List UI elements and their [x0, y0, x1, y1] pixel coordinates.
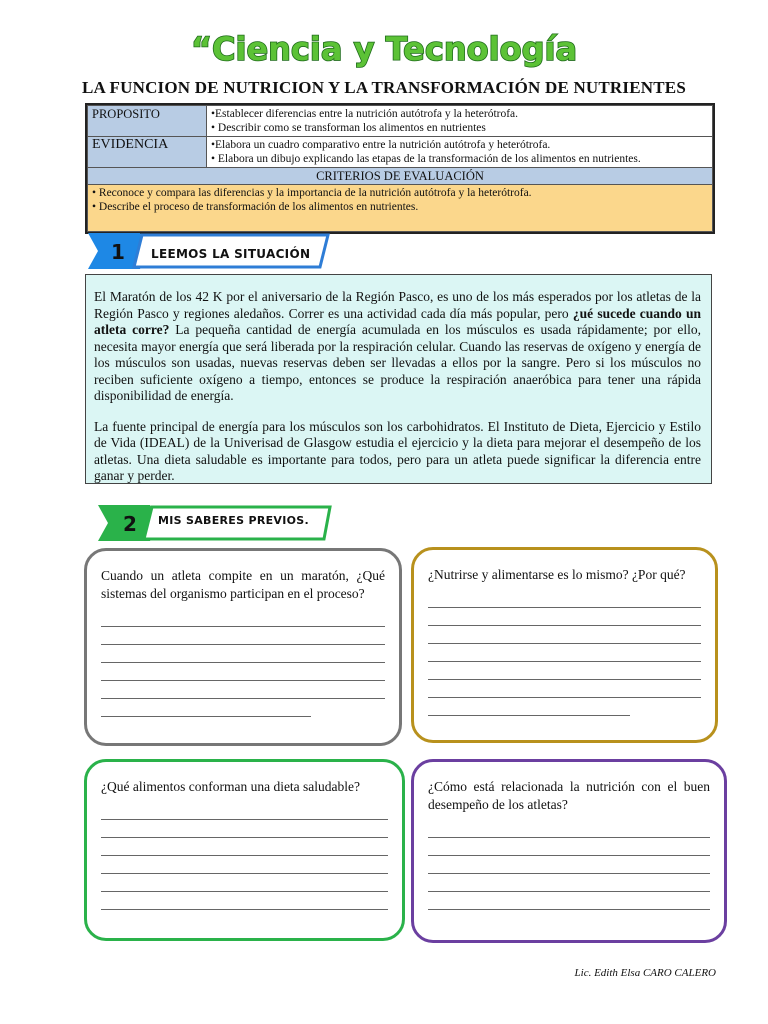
- question-1-text: Cuando un atleta compite en un maratón, ¿Qué sistemas del organismo participan en el proceso?: [101, 568, 385, 601]
- question-4-text: ¿Cómo está relacionada la nutrición con el buen desempeño de los atletas?: [428, 779, 710, 812]
- question-2-text: ¿Nutrirse y alimentarse es lo mismo? ¿Por qué?: [428, 567, 686, 582]
- evidencia-line-2: • Elabora un dibujo explicando las etapas de la transformación de los alimentos en nutrientes.: [211, 153, 641, 165]
- author-footer: Lic. Edith Elsa CARO CALERO: [574, 967, 716, 979]
- proposito-line-2: • Describir como se transforman los alimentos en nutrientes: [211, 122, 486, 134]
- answer-line[interactable]: [101, 892, 388, 910]
- situation-box: [85, 274, 712, 484]
- proposito-cell: [207, 106, 713, 137]
- banner-text: “Ciencia y Tecnología: [190, 30, 578, 68]
- answer-line[interactable]: [101, 699, 311, 717]
- answer-line[interactable]: [428, 626, 701, 644]
- answer-line[interactable]: [101, 874, 388, 892]
- question-box-3: [84, 759, 405, 941]
- answer-line[interactable]: [101, 609, 385, 627]
- section-2-number: 2: [123, 512, 137, 536]
- situation-question: ¿ué sucede cuando un atleta corre?: [94, 305, 702, 337]
- situation-paragraph-1: [94, 289, 701, 405]
- answer-line[interactable]: [428, 608, 701, 626]
- answer-line[interactable]: [428, 680, 701, 698]
- section-1-label: LEEMOS LA SITUACIÓN: [151, 247, 311, 261]
- answer-line[interactable]: [101, 838, 388, 856]
- info-table: [85, 103, 715, 234]
- answer-line[interactable]: [428, 644, 701, 662]
- banner-title: [0, 22, 768, 72]
- evidencia-line-1: •Elabora un cuadro comparativo entre la nutrición autótrofa y heterótrofa.: [211, 139, 551, 151]
- question-3-text: ¿Qué alimentos conforman una dieta saludable?: [101, 779, 361, 794]
- criterios-header: CRITERIOS DE EVALUACIÓN: [88, 168, 713, 185]
- answer-line[interactable]: [428, 856, 710, 874]
- answer-line[interactable]: [101, 627, 385, 645]
- criterios-body: [88, 185, 713, 232]
- answer-line[interactable]: [428, 838, 710, 856]
- answer-line[interactable]: [428, 820, 710, 838]
- answer-line[interactable]: [428, 892, 710, 910]
- answer-lines-4[interactable]: [428, 820, 710, 910]
- answer-line[interactable]: [101, 802, 388, 820]
- document-title: LA FUNCION DE NUTRICION Y LA TRANSFORMACIÓN DE NUTRIENTES: [82, 78, 686, 97]
- answer-line[interactable]: [101, 663, 385, 681]
- criterio-line-1: • Reconoce y compara las diferencias y la importancia de la nutrición autótrofa y la heterótrofa.: [92, 187, 532, 199]
- proposito-line-1: •Establecer diferencias entre la nutrición autótrofa y la heterótrofa.: [211, 108, 519, 120]
- answer-line[interactable]: [101, 856, 388, 874]
- section-2-label: MIS SABERES PREVIOS.: [158, 514, 309, 527]
- situation-p1-text-a: El Maratón de los 42 K por el aniversario de la Región Pasco, es uno de los más esperados por los atletas de la Región Pasco y regiones aledaños. Correr es una actividad cada día más popular, pero: [94, 289, 701, 321]
- answer-line[interactable]: [428, 874, 710, 892]
- section-1-number: 1: [111, 240, 125, 264]
- answer-lines-1[interactable]: [101, 609, 385, 717]
- criterio-line-2: • Describe el proceso de transformación de los alimentos en nutrientes.: [92, 201, 419, 213]
- situation-p1-text-c: La pequeña cantidad de energía acumulada en los músculos es usada rápidamente; por ello, necesita mayor energía que será liberada por la respiración celular. Cuando las reservas de oxígeno y energía de los músculos son usadas, nuevas reservas deben ser llevadas a ellos por la sangre. Pero si los músculos no reciben suficiente oxígeno a tiempo, entonces se produce la respiración anaeróbica para tener una rápida disponibilidad de energía.: [94, 322, 701, 403]
- evidencia-cell: [207, 137, 713, 168]
- answer-line[interactable]: [428, 590, 701, 608]
- answer-line[interactable]: [428, 698, 630, 716]
- answer-line[interactable]: [101, 820, 388, 838]
- question-box-1: [84, 548, 402, 746]
- answer-lines-3[interactable]: [101, 802, 388, 910]
- evidencia-label: EVIDENCIA: [88, 137, 207, 168]
- answer-lines-2[interactable]: [428, 590, 701, 716]
- answer-line[interactable]: [428, 662, 701, 680]
- question-box-2: [411, 547, 718, 743]
- proposito-label: PROPOSITO: [88, 106, 207, 137]
- question-box-4: [411, 759, 727, 943]
- answer-line[interactable]: [101, 645, 385, 663]
- answer-line[interactable]: [101, 681, 385, 699]
- situation-paragraph-2: La fuente principal de energía para los músculos son los carbohidratos. El Instituto de Dieta, Ejercicio y Estilo de Vida (IDEAL) de la Univerisad de Glasgow estudia el ejercicio y la dieta para mejorar el desempeño de los atletas. Una dieta saludable es importante para todos, pero para un atleta puede significar la diferencia entre ganar y perder.: [94, 418, 701, 483]
